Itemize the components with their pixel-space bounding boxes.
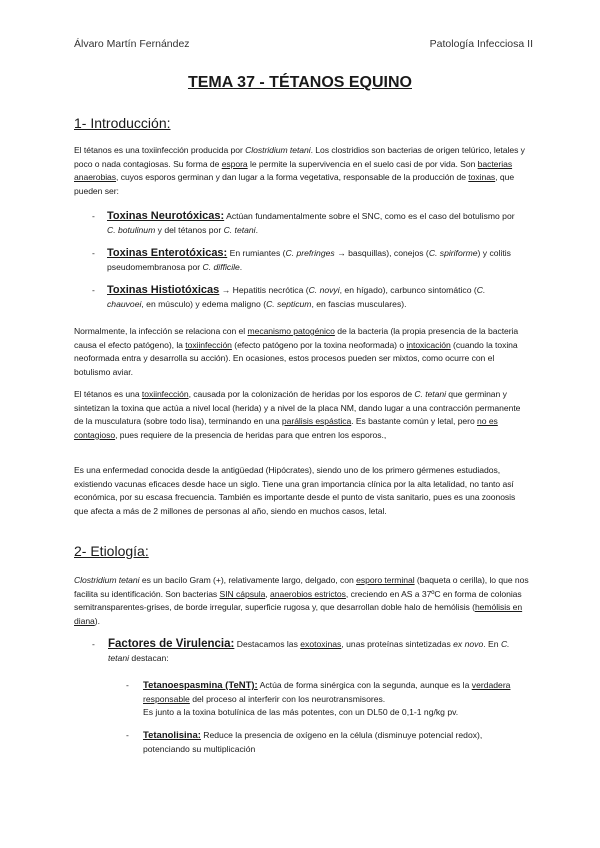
header-subject: Patología Infecciosa II [429,38,533,50]
intro-paragraph: El tétanos es una toxiinfección producida por Clostridium tetani. Los clostridios son bacterias de origen telúrico, letales y poco o nada contagiosas. Su forma de espora le permite la supervivencia en el suelo casi de por vida. Son bacterias anaerobias, cuyos esporos germinan y dan lugar a la forma vegetativa, responsable de la producción de toxinas, que pueden ser: [74,145,525,196]
paragraph-mecanismo: Normalmente, la infección se relaciona con el mecanismo patogénico de la bacteria (la propia presencia de la bacteria causa el efecto patógeno), la toxiinfección (efecto patógeno por la toxina neoformada) o intoxicación (cuando la toxina neoformada entra y desarrolla su acción). En ocasiones, estos procesos pueden ser mixtos, como ocurre con el botulismo aviar. [74,326,519,377]
section-heading-etiologia: 2- Etiología: [74,543,149,559]
section-heading-introduccion: 1- Introducción: [74,115,171,131]
document-page: Álvaro Martín Fernández Patología Infecciosa II TEMA 37 - TÉTANOS EQUINO 1- Introducción: El tétanos es una toxiinfección producida por Clostridium tetani. Los clostridios son bacterias de origen telúrico, letales y poco o nada contagiosas. Su forma de espora le permite la supervivencia en el suelo casi de por vida. Son bacterias anaerobias, cuyos esporos germinan y dan lugar a la forma vegetativa, responsable de la producción de toxinas, que pueden ser: - Toxinas Neurotóxicas: Actúan fundamentalmente sobre el SNC, como es el caso del botulismo por C. botulinum y del tétanos por C. tetani. - Toxinas Enterotóxicas: En rumiantes (C. prefringes → basquillas), conejos (C. spiriforme) y colitis pseudomembranosa por C. difficile. - Toxinas Histiotóxicas → Hepatitis necrótica (C. novyi, en hígado), carbunco sintomático (C. chauvoei, en músculo) y edema maligno (C. septicum, en fascias musculares). Normalmente, la infección se relaciona con el mecanismo patogénico de la bacteria (la propia presencia de la bacteria causa el efecto patógeno), la toxiinfección (efecto patógeno por la toxina neoformada) o intoxicación (cuando la toxina neoformada entra y desarrolla su acción). En ocasiones, estos procesos pueden ser mixtos, como ocurre con el botulismo aviar. El tétanos es una toxiinfección, causada por la colonización de heridas por los esporos de C. tetani que germinan y sintetizan la toxina que actúa a nivel local (herida) y a nivel de la placa NM, dando lugar a una contracción permanente de la musculatura (sobre todo lisa), terminando en una parálisis espástica. Es bastante común y letal, pero no es contagioso, pues requiere de la presencia de heridas para que entren los esporos., Es una enfermedad conocida desde la antigüedad (Hipócrates), siendo uno de los primero gérmenes estudiados, existiendo vacunas eficaces desde hace un siglo. Tiene una gran importancia clínica por la alta letalidad, no tanto así económica, por su escasa frecuencia. También es importante desde el punto de vista sanitario, pues es una zoonosis que afecta a más de 2 millones de personas al año, siendo en muchos casos, letal. 2- Etiología: Clostridium tetani es un bacilo Gram (+), relativamente largo, delgado, con esporo terminal (baqueta o cerilla), lo que nos facilita su identificación. Son bacterias SIN cápsula, anaerobios estrictos, creciendo en AS a 37ºC en forma de colonias semitransparentes-grises, de borde irregular, superficie rugosa y, que desarrollan doble halo de hemólisis (hemólisis en diana). - Factores de Virulencia: Destacamos las exotoxinas, unas proteínas sintetizadas ex novo. En C. tetani destacan: - Tetanoespasmina (TeNT): Actúa de forma sinérgica con la segunda, aunque es la verdadera responsable del proceso al interferir con los neurotransmisores. Es junto a la toxina botulínica de las más potentes, con un DL50 de 0,1-1 ng/kg pv. - Tetanolisina: Reduce la presencia de oxígeno en la célula (disminuye potencial redox), potenciando su multiplicación [0,0,600,848]
paragraph-etiologia: Clostridium tetani es un bacilo Gram (+), relativamente largo, delgado, con esporo terminal (baqueta o cerilla), lo que nos facilita su identificación. Son bacterias SIN cápsula, anaerobios estrictos, creciendo en AS a 37ºC en forma de colonias semitransparentes-grises, de borde irregular, superficie rugosa y, que desarrollan doble halo de hemólisis (hemólisis en diana). [74,575,529,626]
paragraph-historia: Es una enfermedad conocida desde la antigüedad (Hipócrates), siendo uno de los primero gérmenes estudiados, existiendo vacunas eficaces desde hace un siglo. Tiene una gran importancia clínica por la alta letalidad, no tanto así económica, por su escasa frecuencia. También es importante desde el punto de vista sanitario, pues es una zoonosis que afecta a más de 2 millones de personas al año, siendo en muchos casos, letal. [74,465,516,516]
paragraph-toxiinfeccion: El tétanos es una toxiinfección, causada por la colonización de heridas por los esporos de C. tetani que germinan y sintetizan la toxina que actúa a nivel local (herida) y a nivel de la placa NM, dando lugar a una contracción permanente de la musculatura (sobre todo lisa), terminando en una parálisis espástica. Es bastante común y letal, pero no es contagioso, pues requiere de la presencia de heridas para que entren los esporos., [74,389,521,440]
header-author: Álvaro Martín Fernández [74,38,190,50]
document-title: TEMA 37 - TÉTANOS EQUINO [187,74,412,91]
